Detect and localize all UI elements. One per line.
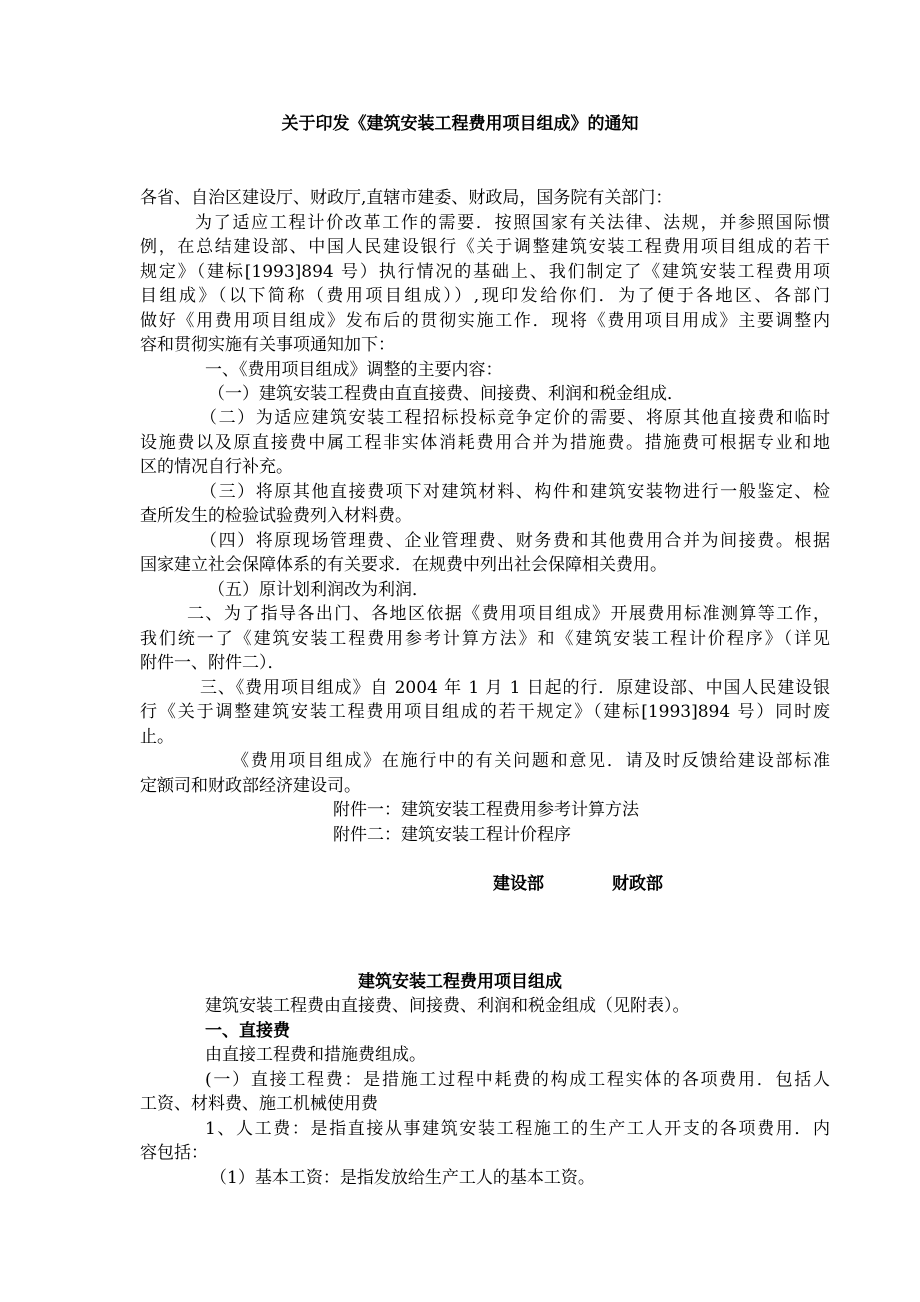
paragraph-line: 工资、材料费、施工机械使用费 xyxy=(140,1094,378,1114)
paragraph-line: 行《关于调整建筑安装工程费用项目组成的若干规定》（建标[1993]894 号）同时废 xyxy=(140,702,830,722)
signature-ministry: 财政部 xyxy=(612,874,663,894)
paragraph-line: 止。 xyxy=(140,727,174,747)
section-heading: 一、《费用项目组成》调整的主要内容： xyxy=(205,360,503,380)
paragraph-line: 1、人工费：是指直接从事建筑安装工程施工的生产工人开支的各项费用．内 xyxy=(205,1119,830,1139)
attachment-line: 附件二：建筑安装工程计价程序 xyxy=(333,825,571,845)
paragraph-line: 容和贯彻实施有关事项通知加下： xyxy=(140,335,395,355)
section-heading: 一、直接费 xyxy=(205,1021,290,1041)
paragraph-line: 设施费以及原直接费中属工程非实体消耗费用合并为措施费。措施费可根据专业和地 xyxy=(140,433,830,453)
paragraph-line: 区的情况自行补充。 xyxy=(140,457,293,477)
paragraph-line: （一）建筑安装工程费由直直接费、间接费、利润和税金组成． xyxy=(208,384,684,404)
paragraph-line: 《费用项目组成》在施行中的有关问题和意见．请及时反馈给建设部标准 xyxy=(232,751,830,771)
paragraph-line: 为了适应工程计价改革工作的需要．按照国家有关法律、法规，并参照国际惯 xyxy=(195,213,830,233)
paragraph-line: 二、为了指导各出门、各地区依据《费用项目组成》开展费用标准测算等工作， xyxy=(187,604,830,624)
paragraph-line: （二）为适应建筑安装工程招标投标竞争定价的需要、将原其他直接费和临时 xyxy=(200,408,830,428)
paragraph-line: 定额司和财政部经济建设司。 xyxy=(140,776,361,796)
paragraph-line: 由直接工程费和措施费组成。 xyxy=(205,1045,426,1065)
paragraph-line: 例，在总结建设部、中国人民建设银行《关于调整建筑安装工程费用项目组成的若干 xyxy=(140,237,830,257)
paragraph-line: （五）原计划利润改为利润． xyxy=(208,580,429,600)
paragraph-line: (一）直接工程费：是措施工过程中耗费的构成工程实体的各项费用．包括人 xyxy=(205,1070,830,1090)
paragraph-line: 容包括： xyxy=(140,1143,208,1163)
signature-ministry: 建设部 xyxy=(493,874,544,894)
paragraph-line: 规定》（建标[1993]894 号）执行情况的基础上、我们制定了《建筑安装工程费用项 xyxy=(140,262,830,282)
paragraph-line: 建筑安装工程费由直接费、间接费、利润和税金组成（见附表）。 xyxy=(205,996,690,1016)
paragraph-line: 我们统一了《建筑安装工程费用参考计算方法》和《建筑安装工程计价程序》（详见 xyxy=(140,629,830,649)
paragraph-line: 附件一、附件二）． xyxy=(140,653,285,673)
paragraph-line: （三）将原其他直接费项下对建筑材料、构件和建筑安装物进行一般鉴定、检 xyxy=(200,482,830,502)
paragraph-line: 三、《费用项目组成》自 2004 年 1 月 1 日起的行．原建设部、中国人民建设银 xyxy=(200,678,830,698)
attachment-line: 附件一：建筑安装工程费用参考计算方法 xyxy=(333,800,639,820)
paragraph-line: 查所发生的检验试验费列入材料费。 xyxy=(140,506,412,526)
paragraph-line: 国家建立社会保障体系的有关要求．在规费中列出社会保障相关费用。 xyxy=(140,555,667,575)
paragraph-line: 目组成》（以下简称（费用项目组成））,现印发给你们．为了便于各地区、各部门 xyxy=(140,286,830,306)
paragraph-line: 做好《用费用项目组成》发布后的贯彻实施工作．现将《费用项目用成》主要调整内 xyxy=(140,311,830,331)
salutation: 各省、自治区建设厅、财政厅,直辖市建委、财政局，国务院有关部门： xyxy=(140,188,673,208)
paragraph-line: （1）基本工资：是指发放给生产工人的基本工资。 xyxy=(210,1168,595,1188)
composition-title: 建筑安装工程费用项目组成 xyxy=(358,972,562,992)
notice-title: 关于印发《建筑安装工程费用项目组成》的通知 xyxy=(281,114,639,134)
paragraph-line: （四）将原现场管理费、企业管理费、财务费和其他费用合并为间接费。根据 xyxy=(200,531,830,551)
